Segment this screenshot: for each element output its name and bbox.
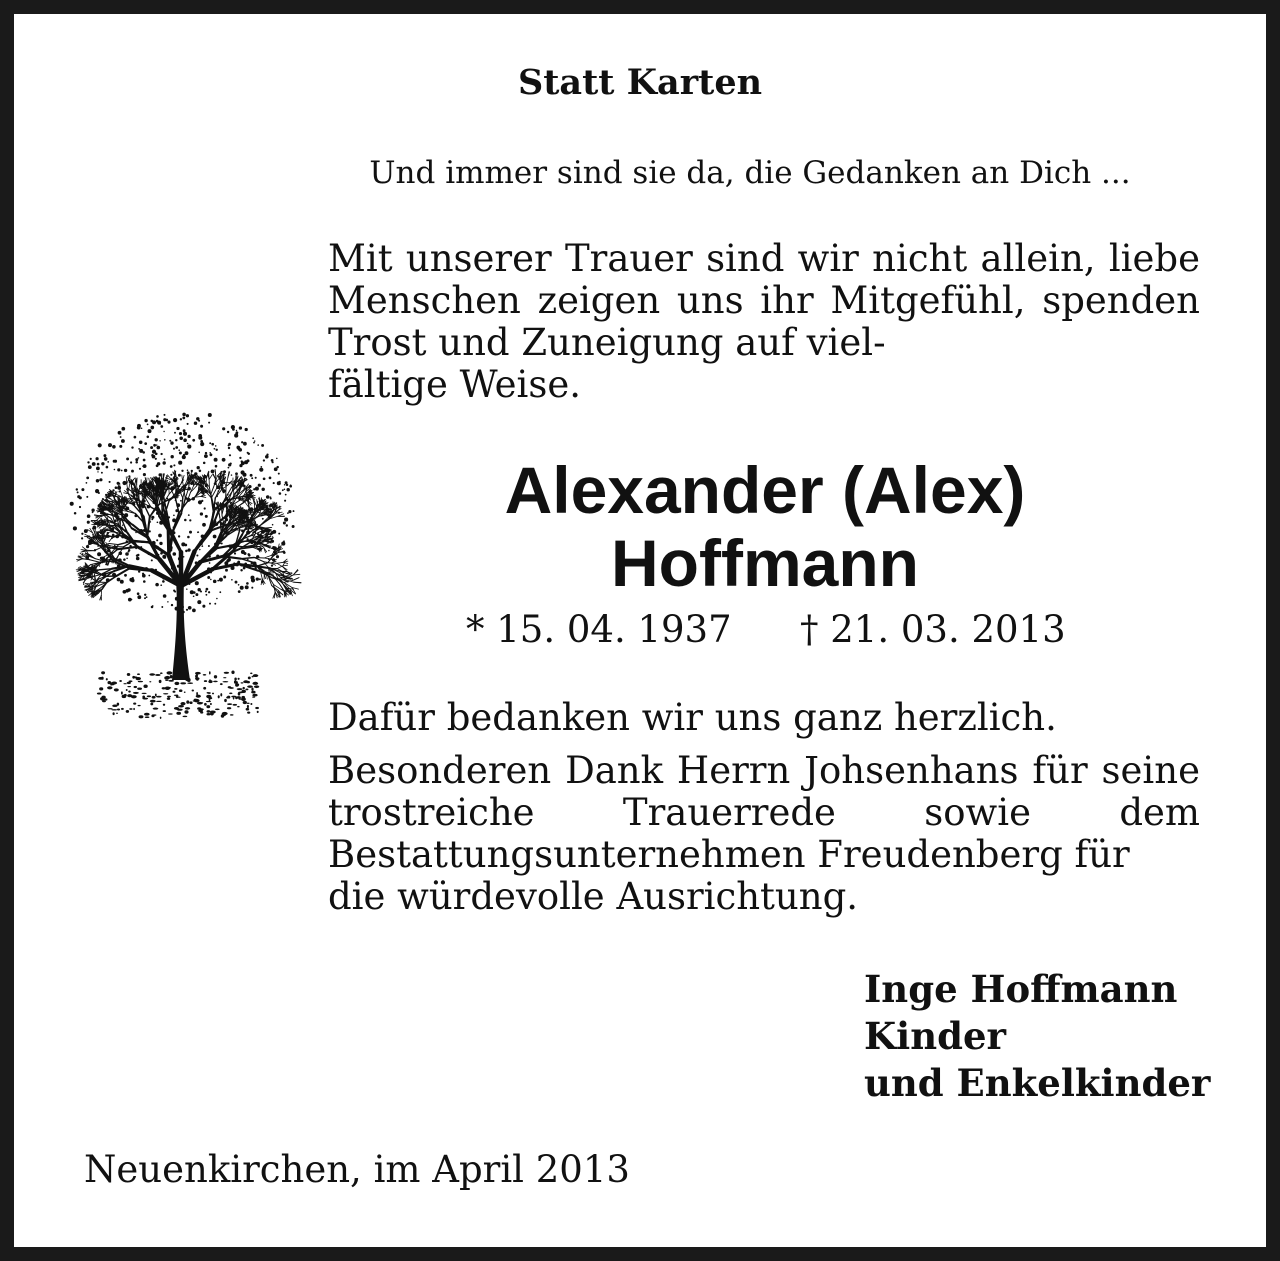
special-thanks-line: Bestattungsunternehmen Freudenberg für <box>328 833 1130 876</box>
intro-line: liebe Menschen zeigen uns ihr Mitgefühl, <box>328 237 1200 322</box>
signatory: Inge Hoffmann <box>864 967 1178 1011</box>
intro-line: fältige Weise. <box>328 363 582 406</box>
signatory: und Enkelkinder <box>864 1061 1211 1105</box>
place-and-date: Neuenkirchen, im April 2013 <box>84 1148 630 1191</box>
header-statt-karten: Statt Karten <box>517 62 763 103</box>
special-thanks-line: die würdevolle Ausrichtung. <box>328 875 859 918</box>
death-date: † 21. 03. 2013 <box>800 608 1066 651</box>
deceased-name-line1: Alexander (Alex) <box>504 453 1026 527</box>
intro-line: Mit unserer Trauer sind wir nicht allein, <box>328 237 1096 280</box>
special-thanks-line: seine trostreiche Trauerrede sowie dem <box>328 749 1200 834</box>
tree-icon <box>60 400 310 730</box>
deceased-name-line2: Hoffmann <box>611 526 919 600</box>
intro-paragraph <box>328 238 1200 406</box>
signatory: Kinder <box>864 1014 1007 1058</box>
motto-line: Und immer sind sie da, die Gedanken an Dich ... <box>369 155 1131 191</box>
thanks-line: Dafür bedanken wir uns ganz herzlich. <box>328 696 1057 739</box>
intro-line: spenden Trost und Zuneigung auf viel- <box>328 279 1201 364</box>
special-thanks-line: Besonderen Dank Herrn Johsenhans für <box>328 749 1088 792</box>
signatories <box>864 966 1210 1107</box>
special-thanks-paragraph <box>328 750 1200 918</box>
birth-date: * 15. 04. 1937 <box>466 608 732 651</box>
